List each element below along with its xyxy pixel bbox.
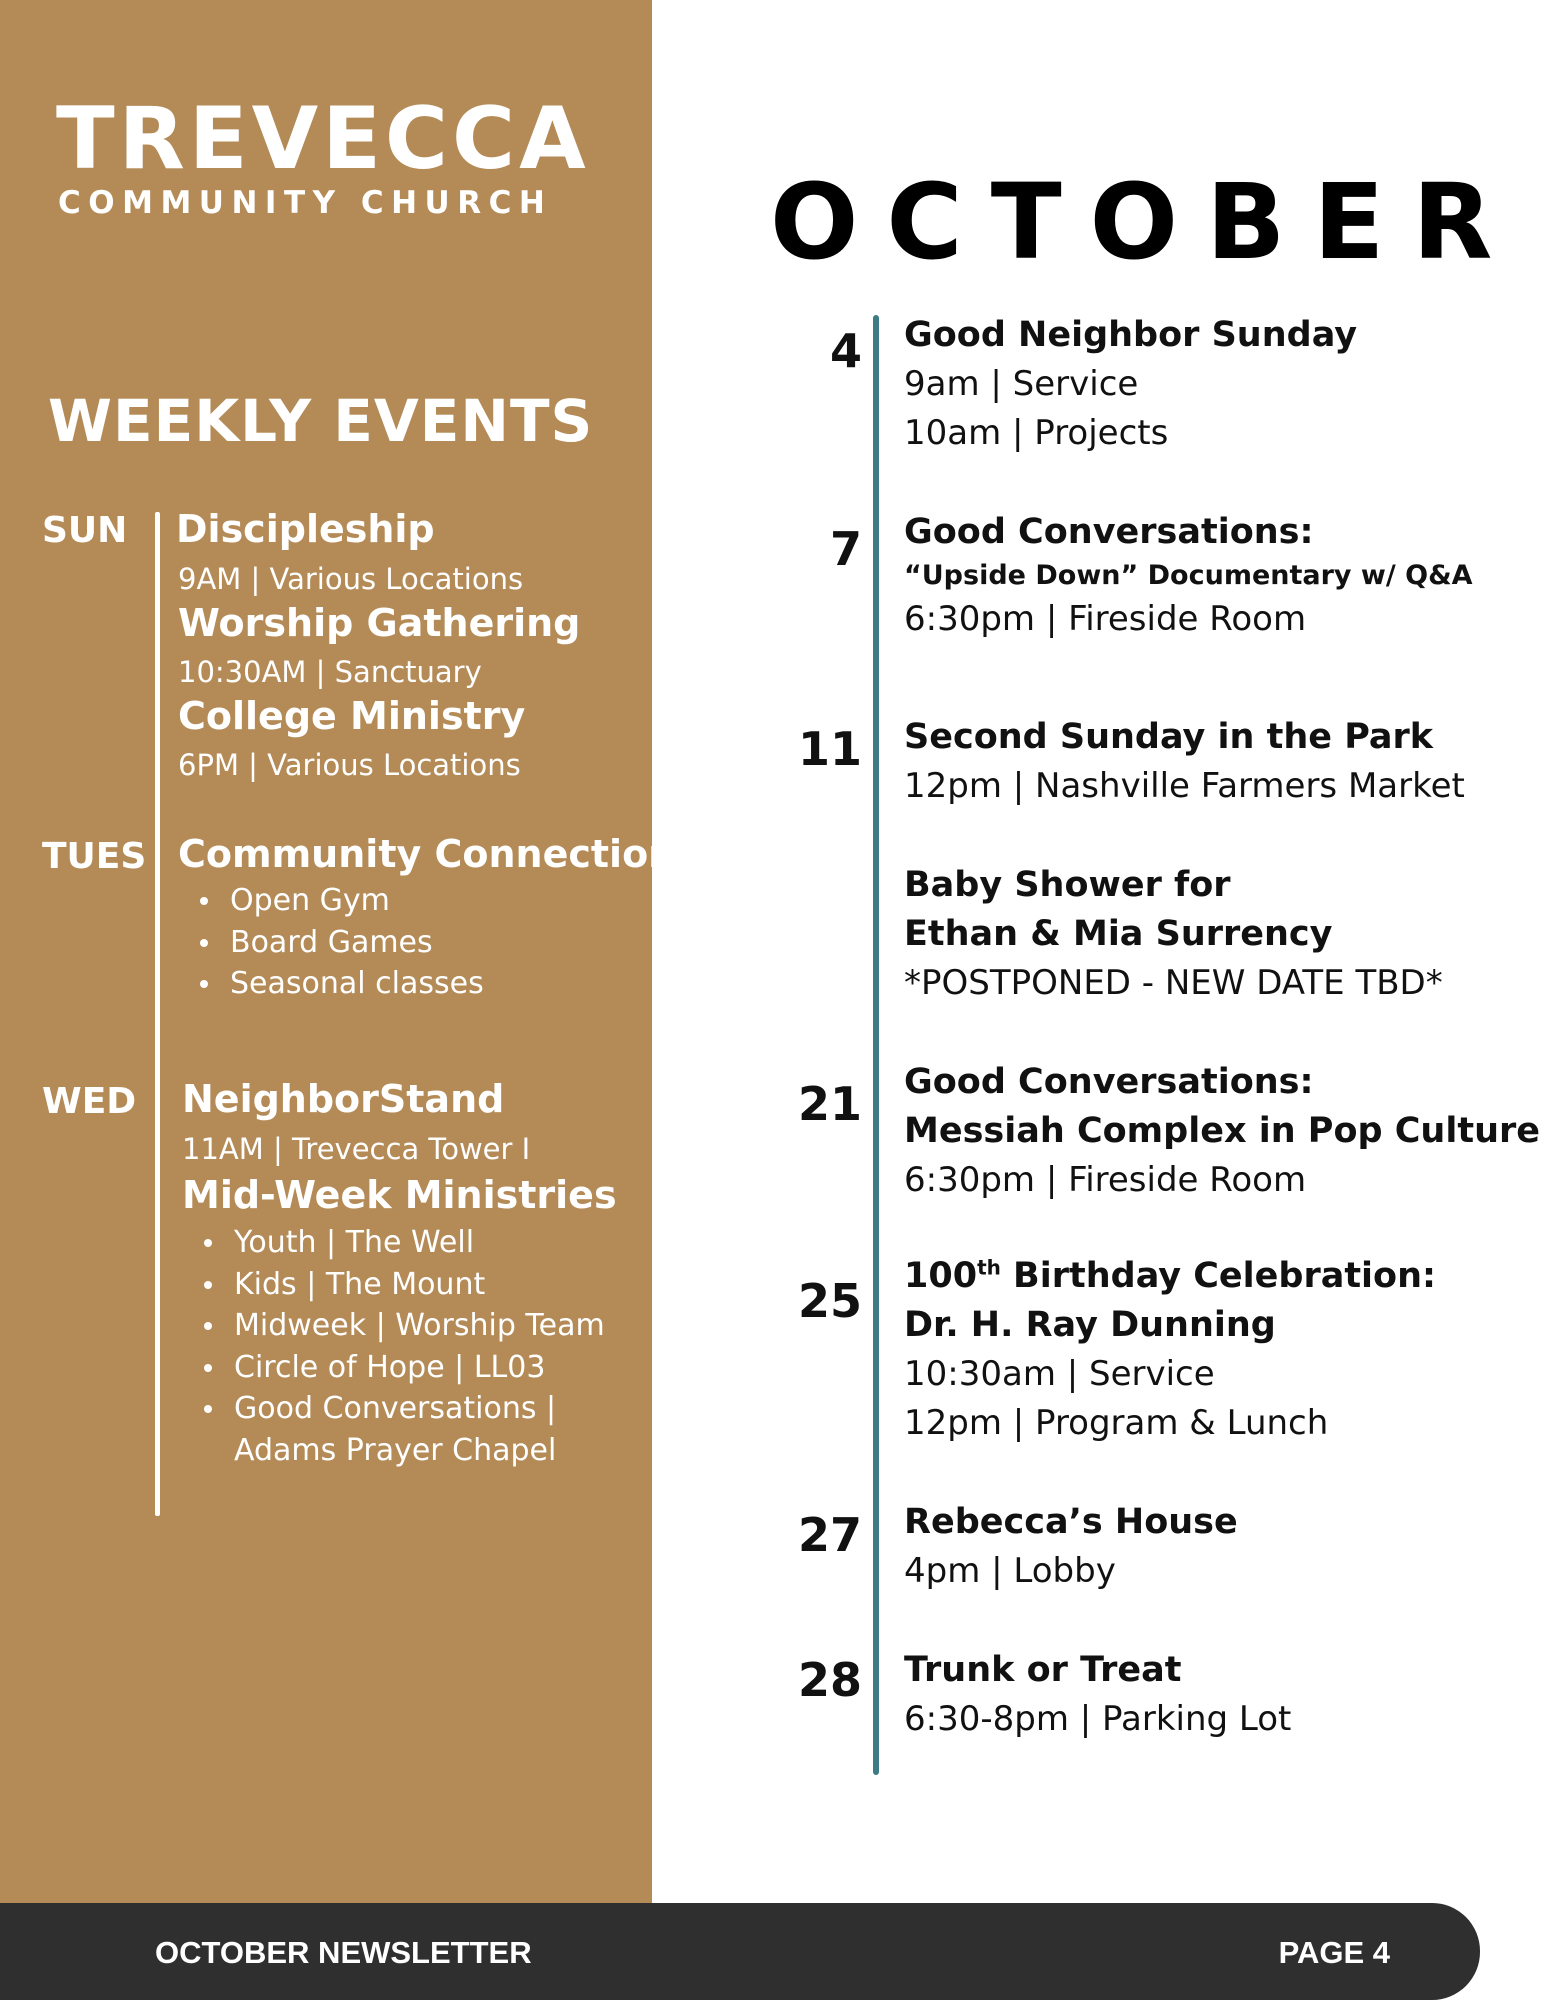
weekly-event-list	[182, 880, 484, 1005]
event-title-rest: Birthday Celebration:	[1000, 1256, 1437, 1296]
weekly-event-title: Worship Gathering	[178, 601, 581, 645]
event-detail: 12pm | Program & Lunch	[904, 1403, 1329, 1443]
month-title: OCTOBER	[770, 161, 1521, 283]
event-detail: 6:30-8pm | Parking Lot	[904, 1699, 1292, 1739]
list-item: Seasonal classes	[230, 963, 484, 1005]
calendar-event	[904, 1498, 1238, 1596]
event-title	[904, 1252, 1436, 1301]
calendar-event	[904, 311, 1357, 458]
weekly-event-title: Discipleship	[176, 507, 435, 551]
event-detail: 10:30am | Service	[904, 1354, 1215, 1394]
event-title-line2: Dr. H. Ray Dunning	[904, 1305, 1276, 1345]
weekly-event-title: Mid-Week Ministries	[182, 1173, 617, 1217]
church-subtitle: COMMUNITY CHURCH	[58, 185, 553, 221]
calendar-event	[904, 508, 1473, 644]
weekly-events-title: WEEKLY EVENTS	[48, 387, 594, 455]
list-item: Kids | The Mount	[234, 1264, 605, 1306]
event-date: 21	[797, 1077, 862, 1131]
list-item: Open Gym	[230, 880, 484, 922]
weekly-event-detail: 11AM | Trevecca Tower I	[182, 1132, 531, 1166]
event-date: 11	[797, 722, 862, 776]
event-title-number: 100	[904, 1256, 978, 1296]
list-item: Circle of Hope | LL03	[234, 1347, 605, 1389]
day-label-sun: SUN	[42, 510, 128, 551]
event-date: 27	[797, 1508, 862, 1562]
weekly-event-title: NeighborStand	[182, 1077, 505, 1121]
calendar-event	[904, 713, 1465, 811]
weekly-event-title: Community Connection	[178, 832, 676, 876]
event-detail: 6:30pm | Fireside Room	[904, 599, 1307, 639]
list-item: Youth | The Well	[234, 1222, 605, 1264]
event-title: Second Sunday in the Park	[904, 717, 1434, 757]
church-name: TREVECCA	[56, 89, 590, 189]
event-title: Good Conversations:	[904, 512, 1314, 552]
calendar-event	[904, 1646, 1291, 1744]
weekly-event-detail: 6PM | Various Locations	[178, 748, 521, 782]
event-detail: 12pm | Nashville Farmers Market	[904, 766, 1465, 806]
event-title-ordinal: th	[977, 1255, 1001, 1280]
event-date: 28	[797, 1653, 862, 1707]
weekly-event-title: College Ministry	[178, 694, 526, 738]
event-title-line2: Ethan & Mia Surrency	[904, 914, 1333, 954]
calendar-event	[904, 1252, 1436, 1448]
event-detail: 6:30pm | Fireside Room	[904, 1160, 1307, 1200]
page-number: PAGE 4	[1278, 1935, 1390, 1970]
list-item: Midweek | Worship Team	[234, 1305, 605, 1347]
list-item: Adams Prayer Chapel	[234, 1432, 557, 1468]
weekly-event-detail: 9AM | Various Locations	[178, 562, 524, 596]
event-title-line2: Messiah Complex in Pop Culture	[904, 1111, 1540, 1151]
event-detail: 4pm | Lobby	[904, 1551, 1116, 1591]
event-detail: *POSTPONED - NEW DATE TBD*	[904, 963, 1443, 1003]
event-subtitle: “Upside Down” Documentary w/ Q&A	[904, 560, 1473, 591]
footer-bar	[0, 1903, 1480, 2000]
list-item: Board Games	[230, 922, 484, 964]
event-title: Baby Shower for	[904, 865, 1231, 905]
event-title: Trunk or Treat	[904, 1650, 1182, 1690]
day-label-tues: TUES	[42, 836, 147, 877]
event-title: Rebecca’s House	[904, 1502, 1238, 1542]
event-date: 25	[797, 1274, 862, 1328]
calendar-event	[904, 861, 1443, 1008]
newsletter-label: OCTOBER NEWSLETTER	[155, 1935, 532, 1970]
event-date: 4	[829, 324, 862, 378]
event-title: Good Conversations:	[904, 1062, 1314, 1102]
event-detail: 9am | Service	[904, 364, 1139, 404]
weekly-divider	[155, 512, 160, 1516]
event-title: Good Neighbor Sunday	[904, 315, 1358, 355]
timeline-divider	[873, 315, 879, 1775]
weekly-event-detail: 10:30AM | Sanctuary	[178, 655, 482, 689]
weekly-event-list	[186, 1222, 605, 1471]
calendar-event	[904, 1058, 1540, 1205]
day-label-wed: WED	[42, 1081, 137, 1122]
event-date: 7	[829, 522, 862, 576]
weekly-sidebar	[0, 0, 676, 1903]
list-item: Good Conversations |	[234, 1388, 605, 1430]
event-detail: 10am | Projects	[904, 413, 1169, 453]
